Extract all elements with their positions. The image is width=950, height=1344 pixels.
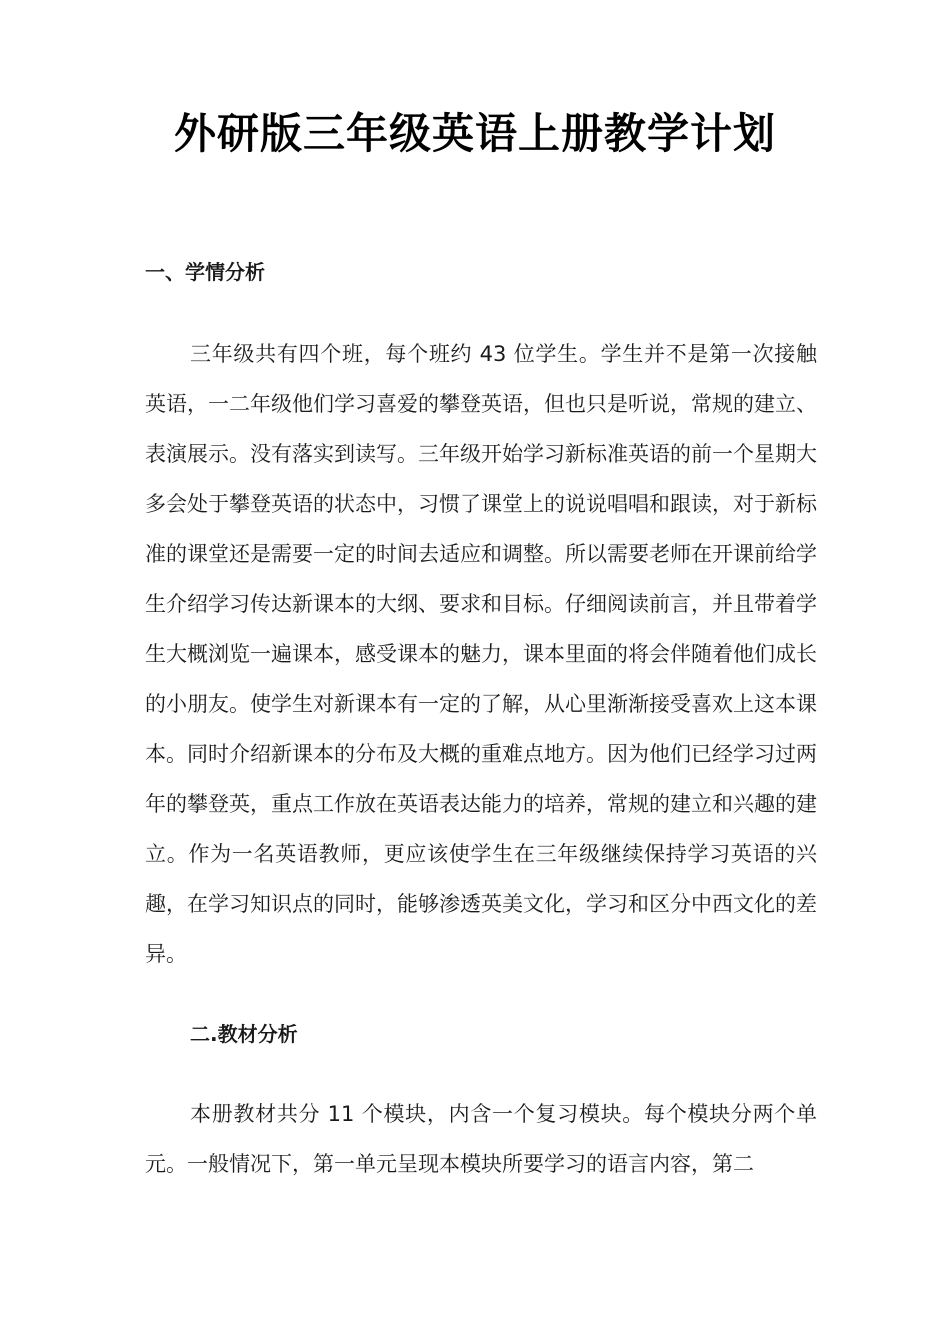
section-body-learner-analysis: 三年级共有四个班，每个班约 43 位学生。学生并不是第一次接触英语，一二年级他们学习喜爱的攀登英语，但也只是听说，常规的建立、表演展示。没有落实到读写。三年级开始学习新标准英语的前一个星期大多会处于攀登英语的状态中，习惯了课堂上的说说唱唱和跟读，对于新标准的课堂还是需要一定的时间去适应和调整。所以需要老师在开课前给学生介绍学习传达新课本的大纲、要求和目标。仔细阅读前言，并且带着学生大概浏览一遍课本，感受课本的魅力，课本里面的将会伴随着他们成长的小朋友。使学生对新课本有一定的了解，从心里渐渐接受喜欢上这本课本。同时介绍新课本的分布及大概的重难点地方。因为他们已经学习过两年的攀登英，重点工作放在英语表达能力的培养，常规的建立和兴趣的建立。作为一名英语教师，更应该使学生在三年级继续保持学习英语的兴趣，在学习知识点的同时，能够渗透英美文化，学习和区分中西文化的差异。	[145, 342, 817, 966]
section-heading-learner-analysis: 一、学情分析	[145, 260, 265, 284]
document-title: 外研版三年级英语上册教学计划	[173, 109, 776, 158]
section-body-textbook-analysis: 本册教材共分 11 个模块，内含一个复习模块。每个模块分两个单元。一般情况下，第一单元呈现本模块所要学习的语言内容，第二	[145, 1102, 817, 1176]
section-heading-textbook-analysis: 二.教材分析	[190, 1022, 298, 1046]
